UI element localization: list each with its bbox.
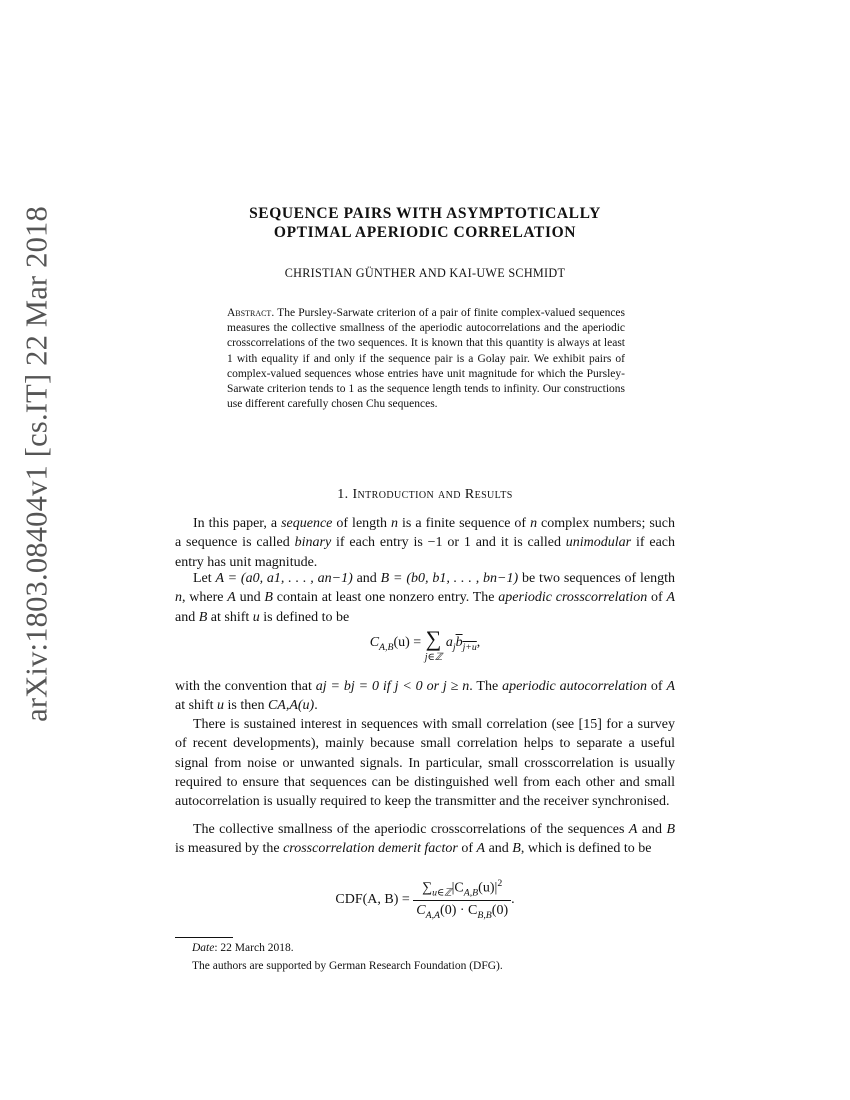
paragraph-1: In this paper, a sequence of length n is a finite sequence of n complex numbers; such a sequence is called binary if each entry is −1 or 1 and it is called unimodular if each entry has unit magnitude. [175,516,676,570]
footnote-funding: The authors are supported by German Research Foundation (DFG). [192,960,503,972]
abstract [227,306,625,412]
arxiv-stamp [17,206,57,722]
equation-crosscorrelation: $C_{A,B}(u)$ = ∑ j∈ℤ $a_jb_{j+u}$, [369,626,481,663]
section-heading: 1. Introduction and Results [337,487,513,502]
arxiv-stamp-text: arXiv:1803.08404v1 [cs.IT] 22 Mar 2018 [19,206,54,722]
paragraph-4: There is sustained interest in sequences with small correlation (see [15] for a survey of recent developments), mainly because small correlation helps to separate a useful signal from noise or unwanted signals. In particular, small crosscorrelation is usually required to ensure that sequences can be distinguished well from each other and small autocorrelation is usually required to keep the transmitter and the receiver synchronised. [175,717,675,810]
paragraph-5: The collective smallness of the aperiodic crosscorrelations of the sequences A and B is measured by the crosscorrelation demerit factor of A and B, which is defined to be [175,822,676,857]
paragraph-3: with the convention that aj = bj = 0 if j < 0 or j ≥ n. The aperiodic autocorrelation of A at shift u is then CA,A(u). [175,679,675,714]
equation-cdf: CDF(A, B) = $\frac{\sum_{u\in ℤ}|C_{A,B}(u)|^2}{C_{A,A}(0) \cdot C_{B,B}(0)}$ . [335,878,515,922]
abstract-body: The Pursley-Sarwate criterion of a pair of finite complex-valued sequences measures the collective smallness of the aperiodic autocorrelations and the aperiodic crosscorrelations of the two sequences. It is known that this quantity is always at least 1 with equality if and only if the sequence pair is a Golay pair. We exhibit pairs of complex-valued sequences whose entries have unit magnitude for which the Pursley-Sarwate criterion tends to 1 as the sequence length tends to infinity. Our constructions use different carefully chosen Chu sequences. [227,307,626,411]
title-line-2: OPTIMAL APERIODIC CORRELATION [273,224,577,241]
footnote-date: Date: 22 March 2018. [192,942,294,954]
authors: CHRISTIAN GÜNTHER AND KAI-UWE SCHMIDT [284,266,566,280]
abstract-label: Abstract. [227,307,275,319]
paper-title [0,204,850,242]
footnote-rule [175,937,233,938]
paragraph-2: Let A = (a0, a1, . . . , an−1) and B = (b0, b1, . . . , bn−1) be two sequences of length n, where A und B contain at least one nonzero entry. The aperiodic crosscorrelation of A and B at shift u is defined to be [175,571,676,625]
title-line-1: SEQUENCE PAIRS WITH ASYMPTOTICALLY [249,205,601,222]
